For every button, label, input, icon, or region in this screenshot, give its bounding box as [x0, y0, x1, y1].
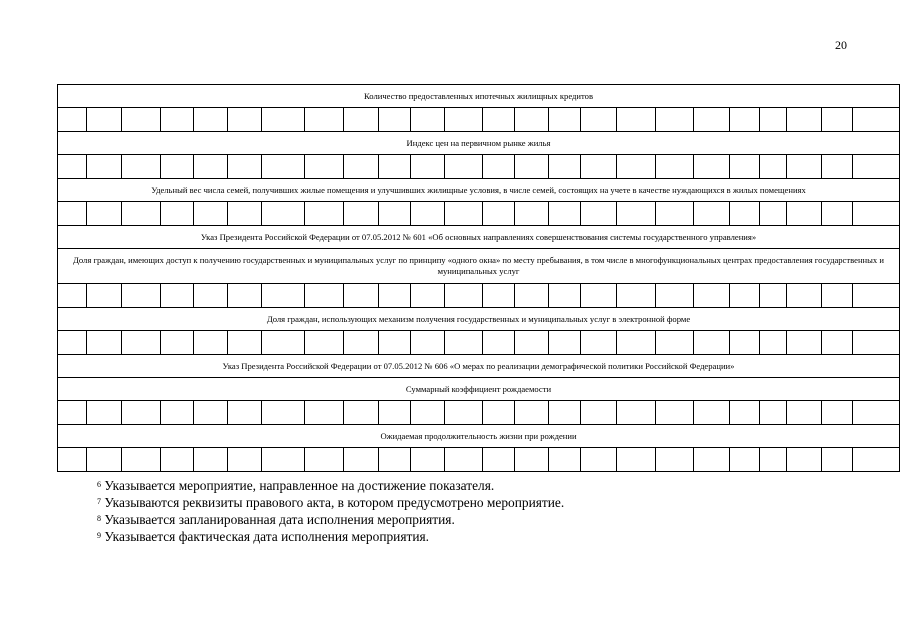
empty-cell	[86, 331, 121, 355]
empty-cell	[730, 284, 760, 308]
empty-cell	[410, 401, 444, 425]
empty-cell	[228, 155, 262, 179]
empty-cell	[549, 401, 581, 425]
indicator-title-row	[58, 132, 900, 155]
empty-cell	[580, 202, 616, 226]
empty-cell	[444, 401, 482, 425]
empty-cell	[821, 331, 853, 355]
empty-cell	[694, 401, 730, 425]
empty-cell	[515, 448, 549, 472]
indicator-data-row	[58, 448, 900, 472]
indicator-title-row	[58, 378, 900, 401]
empty-cell	[580, 448, 616, 472]
empty-cell	[58, 202, 87, 226]
empty-cell	[378, 401, 410, 425]
indicator-data-row	[58, 108, 900, 132]
indicator-data-row	[58, 284, 900, 308]
empty-cell	[515, 331, 549, 355]
empty-cell	[730, 108, 760, 132]
empty-cell	[410, 284, 444, 308]
empty-cell	[262, 331, 305, 355]
empty-cell	[86, 448, 121, 472]
empty-cell	[655, 331, 693, 355]
empty-cell	[821, 448, 853, 472]
empty-cell	[580, 108, 616, 132]
empty-cell	[410, 202, 444, 226]
empty-cell	[655, 202, 693, 226]
indicator-title-row	[58, 425, 900, 448]
empty-cell	[121, 284, 161, 308]
indicator-title-row	[58, 308, 900, 331]
empty-cell	[161, 284, 194, 308]
empty-cell	[444, 202, 482, 226]
empty-cell	[655, 448, 693, 472]
empty-cell	[86, 155, 121, 179]
indicator-table	[57, 84, 900, 472]
indicator-title: Удельный вес числа семей, получивших жилые помещения и улучшивших жилищные условия, в числе семей, состоящих на учете в качестве нуждающихся в жилых помещениях	[58, 179, 900, 202]
footnote-number: 7	[97, 497, 101, 506]
empty-cell	[444, 108, 482, 132]
empty-cell	[161, 155, 194, 179]
indicator-data-row	[58, 155, 900, 179]
empty-cell	[515, 401, 549, 425]
empty-cell	[121, 448, 161, 472]
empty-cell	[515, 202, 549, 226]
empty-cell	[617, 284, 655, 308]
empty-cell	[194, 108, 228, 132]
empty-cell	[549, 284, 581, 308]
empty-cell	[86, 108, 121, 132]
empty-cell	[549, 448, 581, 472]
empty-cell	[483, 202, 515, 226]
empty-cell	[483, 108, 515, 132]
empty-cell	[787, 202, 821, 226]
indicator-title: Количество предоставленных ипотечных жилищных кредитов	[58, 85, 900, 108]
empty-cell	[821, 108, 853, 132]
empty-cell	[305, 155, 343, 179]
empty-cell	[760, 202, 787, 226]
empty-cell	[378, 202, 410, 226]
empty-cell	[549, 331, 581, 355]
empty-cell	[730, 202, 760, 226]
footnote	[97, 494, 564, 511]
empty-cell	[617, 331, 655, 355]
empty-cell	[444, 331, 482, 355]
empty-cell	[617, 448, 655, 472]
empty-cell	[410, 108, 444, 132]
empty-cell	[853, 155, 900, 179]
empty-cell	[121, 202, 161, 226]
empty-cell	[262, 448, 305, 472]
empty-cell	[655, 284, 693, 308]
empty-cell	[760, 331, 787, 355]
empty-cell	[787, 401, 821, 425]
empty-cell	[228, 448, 262, 472]
page-number: 20	[835, 38, 847, 52]
empty-cell	[549, 108, 581, 132]
empty-cell	[228, 284, 262, 308]
footnotes	[97, 477, 564, 545]
empty-cell	[58, 284, 87, 308]
empty-cell	[194, 448, 228, 472]
empty-cell	[121, 331, 161, 355]
empty-cell	[378, 448, 410, 472]
empty-cell	[580, 155, 616, 179]
empty-cell	[343, 202, 378, 226]
empty-cell	[617, 202, 655, 226]
empty-cell	[343, 448, 378, 472]
empty-cell	[161, 202, 194, 226]
empty-cell	[821, 202, 853, 226]
indicator-title: Указ Президента Российской Федерации от 07.05.2012 № 606 «О мерах по реализации демографической политики Российской Федерации»	[58, 355, 900, 378]
empty-cell	[228, 331, 262, 355]
empty-cell	[730, 331, 760, 355]
empty-cell	[194, 331, 228, 355]
empty-cell	[378, 331, 410, 355]
empty-cell	[262, 401, 305, 425]
indicator-title-row	[58, 85, 900, 108]
indicator-title: Ожидаемая продолжительность жизни при рождении	[58, 425, 900, 448]
empty-cell	[655, 108, 693, 132]
empty-cell	[483, 448, 515, 472]
empty-cell	[58, 155, 87, 179]
empty-cell	[617, 401, 655, 425]
empty-cell	[378, 108, 410, 132]
footnote-number: 8	[97, 514, 101, 523]
empty-cell	[58, 401, 87, 425]
empty-cell	[655, 401, 693, 425]
footnote-text: Указывается фактическая дата исполнения мероприятия.	[104, 529, 430, 544]
empty-cell	[410, 331, 444, 355]
empty-cell	[730, 155, 760, 179]
empty-cell	[444, 155, 482, 179]
empty-cell	[305, 448, 343, 472]
empty-cell	[853, 448, 900, 472]
empty-cell	[730, 401, 760, 425]
empty-cell	[515, 284, 549, 308]
empty-cell	[549, 155, 581, 179]
empty-cell	[410, 448, 444, 472]
empty-cell	[343, 331, 378, 355]
empty-cell	[161, 448, 194, 472]
empty-cell	[549, 202, 581, 226]
empty-cell	[787, 284, 821, 308]
empty-cell	[228, 401, 262, 425]
empty-cell	[787, 108, 821, 132]
empty-cell	[853, 202, 900, 226]
empty-cell	[444, 448, 482, 472]
indicator-title: Суммарный коэффициент рождаемости	[58, 378, 900, 401]
empty-cell	[343, 401, 378, 425]
empty-cell	[617, 155, 655, 179]
indicator-data-row	[58, 202, 900, 226]
empty-cell	[694, 108, 730, 132]
empty-cell	[194, 284, 228, 308]
empty-cell	[262, 108, 305, 132]
empty-cell	[694, 202, 730, 226]
empty-cell	[787, 448, 821, 472]
empty-cell	[121, 108, 161, 132]
empty-cell	[58, 448, 87, 472]
empty-cell	[262, 202, 305, 226]
empty-cell	[694, 331, 730, 355]
indicator-title-row	[58, 249, 900, 284]
empty-cell	[760, 155, 787, 179]
empty-cell	[787, 331, 821, 355]
empty-cell	[760, 401, 787, 425]
empty-cell	[305, 108, 343, 132]
footnote-text: Указывается мероприятие, направленное на достижение показателя.	[104, 478, 495, 493]
indicator-title: Указ Президента Российской Федерации от 07.05.2012 № 601 «Об основных направлениях совершенствования системы государственного управления»	[58, 226, 900, 249]
empty-cell	[194, 401, 228, 425]
indicator-title: Индекс цен на первичном рынке жилья	[58, 132, 900, 155]
indicator-title-row	[58, 179, 900, 202]
empty-cell	[305, 331, 343, 355]
empty-cell	[853, 331, 900, 355]
indicator-title-row	[58, 226, 900, 249]
empty-cell	[161, 331, 194, 355]
empty-cell	[228, 202, 262, 226]
empty-cell	[305, 401, 343, 425]
empty-cell	[760, 284, 787, 308]
empty-cell	[853, 401, 900, 425]
empty-cell	[694, 284, 730, 308]
footnote	[97, 477, 564, 494]
empty-cell	[343, 284, 378, 308]
footnote-text: Указывается запланированная дата исполнения мероприятия.	[104, 512, 455, 527]
empty-cell	[730, 448, 760, 472]
empty-cell	[194, 202, 228, 226]
empty-cell	[787, 155, 821, 179]
empty-cell	[58, 331, 87, 355]
footnote-number: 9	[97, 531, 101, 540]
indicator-title: Доля граждан, имеющих доступ к получению государственных и муниципальных услуг по принципу «одного окна» по месту пребывания, в том числе в многофункциональных центрах предоставления государственных и муниципальных услуг	[58, 249, 900, 284]
empty-cell	[760, 108, 787, 132]
empty-cell	[86, 284, 121, 308]
empty-cell	[305, 284, 343, 308]
empty-cell	[617, 108, 655, 132]
empty-cell	[262, 284, 305, 308]
empty-cell	[378, 155, 410, 179]
indicator-data-row	[58, 331, 900, 355]
empty-cell	[821, 284, 853, 308]
empty-cell	[121, 155, 161, 179]
empty-cell	[410, 155, 444, 179]
empty-cell	[483, 284, 515, 308]
empty-cell	[378, 284, 410, 308]
empty-cell	[444, 284, 482, 308]
empty-cell	[161, 108, 194, 132]
footnote	[97, 528, 564, 545]
empty-cell	[483, 401, 515, 425]
empty-cell	[194, 155, 228, 179]
empty-cell	[305, 202, 343, 226]
empty-cell	[694, 448, 730, 472]
empty-cell	[853, 284, 900, 308]
empty-cell	[694, 155, 730, 179]
empty-cell	[580, 401, 616, 425]
empty-cell	[580, 331, 616, 355]
empty-cell	[853, 108, 900, 132]
indicator-data-row	[58, 401, 900, 425]
empty-cell	[580, 284, 616, 308]
footnote	[97, 511, 564, 528]
empty-cell	[86, 401, 121, 425]
empty-cell	[262, 155, 305, 179]
empty-cell	[121, 401, 161, 425]
empty-cell	[821, 155, 853, 179]
empty-cell	[343, 155, 378, 179]
empty-cell	[483, 155, 515, 179]
empty-cell	[86, 202, 121, 226]
footnote-text: Указываются реквизиты правового акта, в котором предусмотрено мероприятие.	[104, 495, 565, 510]
indicator-title-row	[58, 355, 900, 378]
empty-cell	[515, 108, 549, 132]
empty-cell	[58, 108, 87, 132]
empty-cell	[821, 401, 853, 425]
empty-cell	[515, 155, 549, 179]
empty-cell	[655, 155, 693, 179]
empty-cell	[483, 331, 515, 355]
empty-cell	[161, 401, 194, 425]
indicator-title: Доля граждан, использующих механизм получения государственных и муниципальных услуг в электронной форме	[58, 308, 900, 331]
empty-cell	[228, 108, 262, 132]
footnote-number: 6	[97, 480, 101, 489]
empty-cell	[343, 108, 378, 132]
empty-cell	[760, 448, 787, 472]
